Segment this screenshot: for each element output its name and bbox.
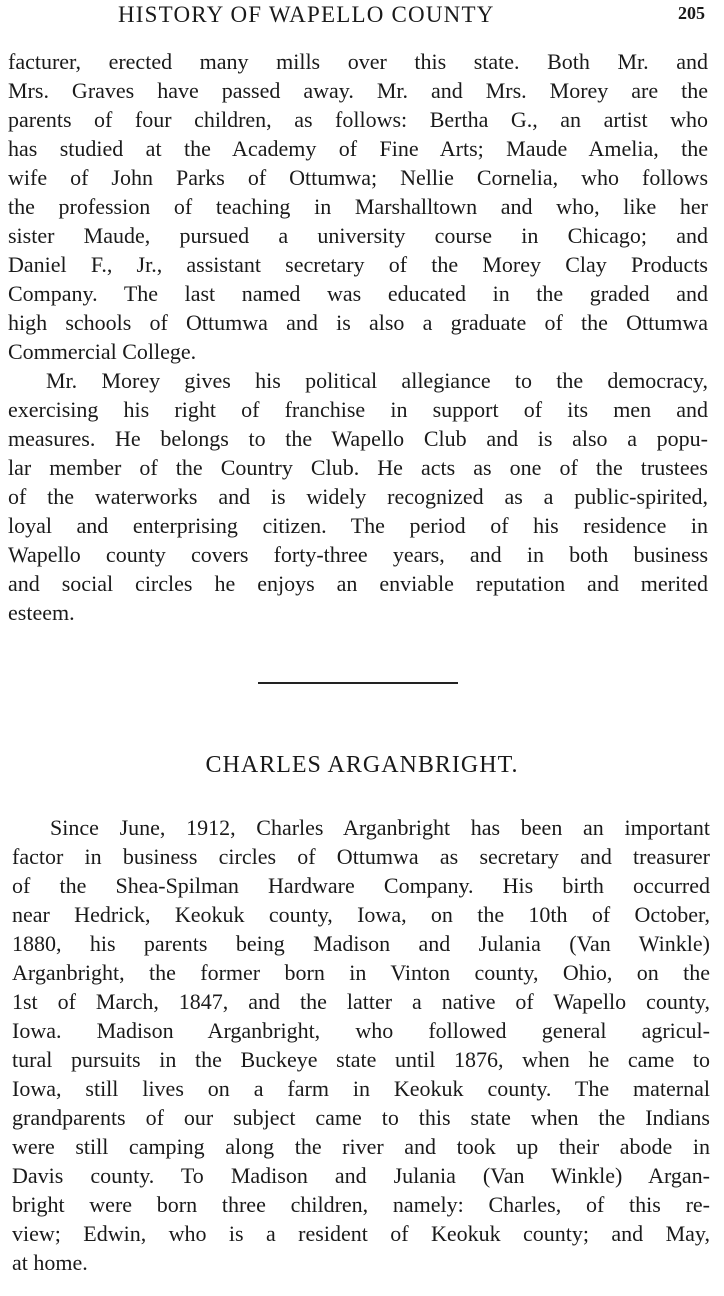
text-line: loyal and enterprising citizen. The period of his residence in xyxy=(8,513,708,538)
text-line: Iowa. Madison Arganbright, who followed general agricul- xyxy=(12,1018,710,1043)
text-line: 1st of March, 1847, and the latter a native of Wapello county, xyxy=(12,989,710,1014)
text-line: of the Shea-Spilman Hardware Company. His birth occurred xyxy=(12,873,710,898)
text-line: Davis county. To Madison and Julania (Van Winkle) Argan- xyxy=(12,1163,710,1188)
text-line: wife of John Parks of Ottumwa; Nellie Cornelia, who follows xyxy=(8,165,708,190)
running-head xyxy=(0,2,724,30)
text-line: tural pursuits in the Buckeye state until 1876, when he came to xyxy=(12,1047,710,1072)
text-line: of the waterworks and is widely recognized as a public-spirited, xyxy=(8,484,708,509)
text-line: Arganbright, the former born in Vinton county, Ohio, on the xyxy=(12,960,710,985)
text-line: were still camping along the river and took up their abode in xyxy=(12,1134,710,1159)
running-title: HISTORY OF WAPELLO COUNTY xyxy=(118,2,495,27)
new-article xyxy=(12,813,710,1277)
text-line: grandparents of our subject came to this state when the Indians xyxy=(12,1105,710,1130)
text-line: exercising his right of franchise in support of its men and xyxy=(8,397,708,422)
text-line: bright were born three children, namely: Charles, of this re- xyxy=(12,1192,710,1217)
text-line: parents of four children, as follows: Bertha G., an artist who xyxy=(8,107,708,132)
text-line: lar member of the Country Club. He acts as one of the trustees xyxy=(8,455,708,480)
section-divider xyxy=(258,682,458,684)
text-line: factor in business circles of Ottumwa as secretary and treasurer xyxy=(12,844,710,869)
text-line: at home. xyxy=(12,1250,88,1275)
text-line: esteem. xyxy=(8,600,75,625)
text-line: measures. He belongs to the Wapello Club and is also a popu- xyxy=(8,426,708,451)
text-line: Daniel F., Jr., assistant secretary of the Morey Clay Products xyxy=(8,252,708,277)
continued-article xyxy=(8,47,708,627)
text-line: sister Maude, pursued a university course in Chicago; and xyxy=(8,223,708,248)
text-line: and social circles he enjoys an enviable reputation and merited xyxy=(8,571,708,596)
text-line: Iowa, still lives on a farm in Keokuk county. The maternal xyxy=(12,1076,710,1101)
text-line: has studied at the Academy of Fine Arts; Maude Amelia, the xyxy=(8,136,708,161)
text-line: Commercial College. xyxy=(8,339,197,364)
text-line: view; Edwin, who is a resident of Keokuk county; and May, xyxy=(12,1221,710,1246)
text-line: facturer, erected many mills over this state. Both Mr. and xyxy=(8,49,708,74)
text-line: Company. The last named was educated in the graded and xyxy=(8,281,708,306)
text-line: Wapello county covers forty-three years, and in both business xyxy=(8,542,708,567)
text-line: near Hedrick, Keokuk county, Iowa, on the 10th of October, xyxy=(12,902,710,927)
text-line: 1880, his parents being Madison and Julania (Van Winkle) xyxy=(12,931,710,956)
text-line: Mrs. Graves have passed away. Mr. and Mrs. Morey are the xyxy=(8,78,708,103)
text-line: high schools of Ottumwa and is also a graduate of the Ottumwa xyxy=(8,310,708,335)
text-line: the profession of teaching in Marshalltown and who, like her xyxy=(8,194,708,219)
article-heading: CHARLES ARGANBRIGHT. xyxy=(205,752,519,778)
text-line: Mr. Morey gives his political allegiance to the democracy, xyxy=(46,368,708,393)
text-line: Since June, 1912, Charles Arganbright has been an important xyxy=(50,815,710,840)
page-number: 205 xyxy=(678,3,705,23)
